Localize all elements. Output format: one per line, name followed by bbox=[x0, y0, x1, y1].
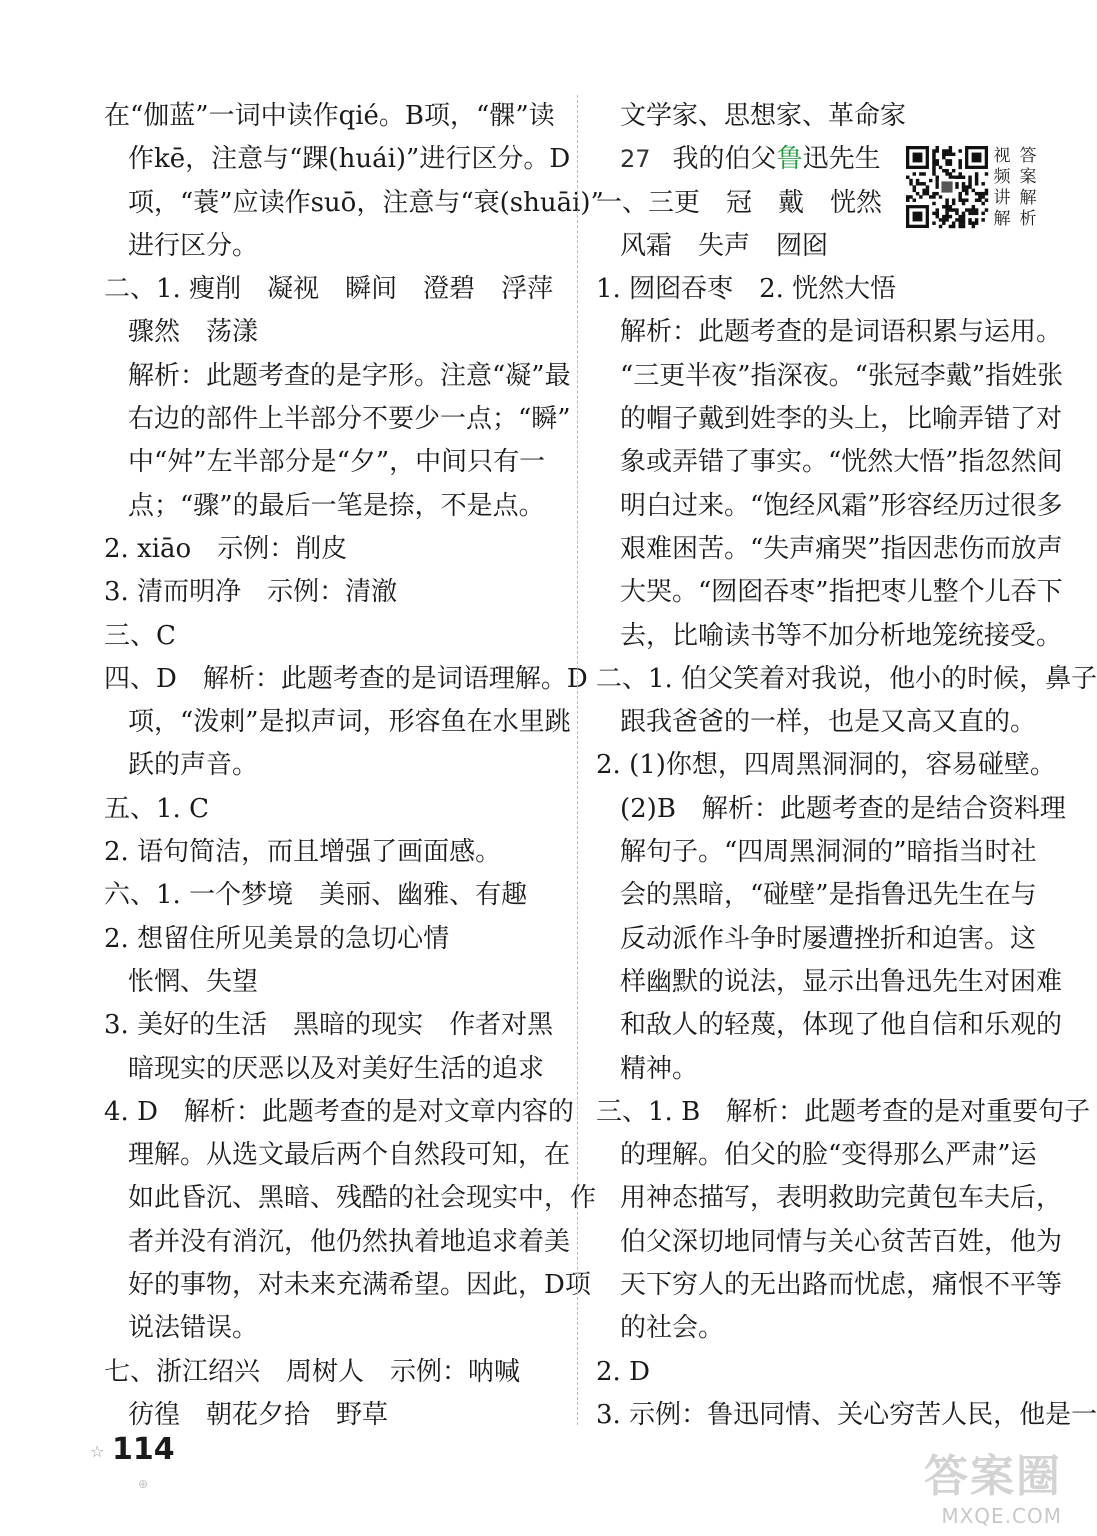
qr-module bbox=[952, 225, 955, 228]
qr-module bbox=[958, 225, 961, 228]
qr-caption-char: 解 bbox=[1019, 188, 1037, 208]
qr-module bbox=[913, 198, 916, 201]
qr-module bbox=[975, 172, 978, 175]
qr-module bbox=[942, 149, 945, 152]
right-line: 象或弄错了事实。“恍然大悟”指忽然间 bbox=[620, 447, 1063, 478]
qr-module bbox=[968, 176, 971, 179]
qr-module bbox=[932, 162, 935, 165]
qr-module bbox=[932, 212, 935, 215]
qr-module bbox=[906, 195, 909, 198]
right-first-line: 文学家、思想家、革命家 bbox=[620, 101, 907, 131]
qr-module bbox=[949, 215, 952, 218]
qr-module bbox=[945, 169, 948, 172]
qr-module bbox=[965, 185, 968, 188]
qr-module bbox=[926, 192, 929, 195]
qr-module bbox=[968, 212, 971, 215]
lesson-title-before: 我的伯父 bbox=[672, 144, 777, 175]
qr-module bbox=[981, 195, 984, 198]
right-line: 会的黑暗，“碰壁”是指鲁迅先生在与 bbox=[620, 880, 1037, 911]
qr-module bbox=[958, 176, 961, 179]
qr-module bbox=[975, 221, 978, 224]
qr-module bbox=[945, 218, 948, 221]
qr-module bbox=[945, 149, 948, 152]
qr-module bbox=[962, 176, 965, 179]
qr-module bbox=[958, 172, 961, 175]
qr-module bbox=[913, 185, 916, 188]
qr-module bbox=[975, 198, 978, 201]
qr-module bbox=[939, 195, 942, 198]
qr-module bbox=[958, 221, 961, 224]
qr-module bbox=[975, 179, 978, 182]
qr-module bbox=[952, 202, 955, 205]
left-line: 作kē，注意与“踝(huái)”进行区分。D bbox=[128, 144, 571, 175]
qr-module bbox=[942, 215, 945, 218]
qr-module bbox=[942, 221, 945, 224]
qr-module bbox=[958, 195, 961, 198]
left-line: 在“伽蓝”一词中读作qié。B项，“髁”读 bbox=[104, 101, 555, 131]
qr-module bbox=[929, 179, 932, 182]
qr-module bbox=[942, 156, 945, 159]
qr-module bbox=[919, 172, 922, 175]
right-line: 解句子。“四周黑洞洞的”暗指当时社 bbox=[620, 837, 1037, 868]
qr-module bbox=[958, 166, 961, 169]
qr-finder bbox=[913, 212, 923, 222]
qr-code-icon[interactable] bbox=[906, 146, 988, 228]
qr-module bbox=[929, 195, 932, 198]
qr-module bbox=[936, 192, 939, 195]
qr-module bbox=[955, 185, 958, 188]
qr-module bbox=[932, 153, 935, 156]
qr-module bbox=[978, 198, 981, 201]
qr-module bbox=[975, 182, 978, 185]
qr-module bbox=[962, 215, 965, 218]
qr-module bbox=[955, 208, 958, 211]
left-line: 者并没有消沉，他仍然执着地追求着美 bbox=[128, 1226, 571, 1257]
qr-module bbox=[945, 208, 948, 211]
right-line: 一、三更 冠 戴 恍然 bbox=[596, 187, 883, 218]
qr-module bbox=[958, 218, 961, 221]
qr-module bbox=[952, 176, 955, 179]
right-line: 风霜 失声 囫囵 bbox=[620, 230, 829, 261]
qr-module bbox=[942, 218, 945, 221]
right-line: 反动派作斗争时屡遭挫折和迫害。这 bbox=[620, 923, 1037, 954]
qr-module bbox=[932, 202, 935, 205]
qr-module bbox=[958, 149, 961, 152]
qr-module bbox=[916, 182, 919, 185]
qr-module bbox=[981, 192, 984, 195]
qr-module bbox=[945, 153, 948, 156]
qr-module bbox=[962, 225, 965, 228]
qr-module bbox=[919, 182, 922, 185]
right-line: 明白过来。“饱经风霜”形容经历过很多 bbox=[620, 490, 1063, 521]
left-line: 中“舛”左半部分是“夕”，中间只有一 bbox=[128, 447, 546, 478]
right-line: 精神。 bbox=[620, 1053, 699, 1084]
qr-caption-char: 案 bbox=[1019, 167, 1037, 187]
qr-module bbox=[965, 189, 968, 192]
qr-module bbox=[968, 185, 971, 188]
left-line: 4. D 解析：此题考查的是对文章内容的 bbox=[104, 1096, 574, 1127]
qr-module bbox=[932, 159, 935, 162]
qr-module bbox=[975, 208, 978, 211]
qr-module bbox=[958, 159, 961, 162]
qr-caption-char: 讲 bbox=[993, 188, 1011, 208]
qr-module bbox=[962, 212, 965, 215]
qr-module bbox=[958, 162, 961, 165]
left-line: 项，“泼刺”是拟声词，形容鱼在水里跳 bbox=[128, 707, 571, 738]
qr-module bbox=[981, 202, 984, 205]
qr-module bbox=[972, 212, 975, 215]
registration-mark-icon: ⊕ bbox=[138, 1477, 149, 1491]
qr-module bbox=[909, 182, 912, 185]
qr-module bbox=[942, 205, 945, 208]
qr-module bbox=[962, 198, 965, 201]
right-line: 的社会。 bbox=[620, 1313, 725, 1344]
qr-module bbox=[968, 221, 971, 224]
qr-module bbox=[919, 195, 922, 198]
qr-module bbox=[949, 208, 952, 211]
left-line: 三、C bbox=[104, 620, 176, 651]
qr-module bbox=[926, 185, 929, 188]
qr-module bbox=[962, 221, 965, 224]
left-line: 彷徨 朝花夕拾 野草 bbox=[128, 1399, 389, 1430]
qr-module bbox=[932, 221, 935, 224]
qr-module bbox=[932, 149, 935, 152]
qr-module bbox=[936, 159, 939, 162]
qr-module bbox=[939, 225, 942, 228]
qr-module bbox=[949, 146, 952, 149]
qr-module bbox=[945, 215, 948, 218]
left-line: 解析：此题考查的是字形。注意“凝”最 bbox=[128, 360, 571, 391]
left-line: 2. xiāo 示例：削皮 bbox=[104, 533, 348, 564]
qr-module bbox=[968, 218, 971, 221]
qr-module bbox=[932, 195, 935, 198]
qr-module bbox=[906, 198, 909, 201]
qr-module bbox=[981, 182, 984, 185]
qr-module bbox=[949, 205, 952, 208]
qr-module bbox=[972, 189, 975, 192]
left-line: 3. 美好的生活 黑暗的现实 作者对黑 bbox=[104, 1010, 554, 1041]
left-line: 好的事物，对未来充满希望。因此，D项 bbox=[128, 1270, 591, 1301]
qr-module bbox=[939, 218, 942, 221]
qr-module bbox=[972, 221, 975, 224]
left-line: 项，“蓑”应读作suō，注意与“衰(shuāi)” bbox=[128, 187, 604, 218]
qr-center-logo bbox=[941, 181, 952, 192]
qr-module bbox=[932, 172, 935, 175]
qr-module bbox=[975, 176, 978, 179]
qr-module bbox=[978, 195, 981, 198]
right-line: 和敌人的轻蔑，体现了他自信和乐观的 bbox=[620, 1010, 1063, 1041]
qr-module bbox=[952, 221, 955, 224]
left-line: 骤然 荡漾 bbox=[128, 317, 259, 348]
qr-module bbox=[936, 179, 939, 182]
qr-module bbox=[958, 215, 961, 218]
qr-module bbox=[975, 192, 978, 195]
qr-module bbox=[945, 172, 948, 175]
left-line: 六、1. 一个梦境 美丽、幽雅、有趣 bbox=[104, 880, 528, 911]
qr-module bbox=[949, 172, 952, 175]
qr-module bbox=[942, 169, 945, 172]
left-line: 右边的部件上半部分不要少一点；“瞬” bbox=[128, 404, 571, 435]
qr-module bbox=[942, 153, 945, 156]
right-line: 跟我爸爸的一样，也是又高又直的。 bbox=[620, 707, 1037, 738]
qr-module bbox=[945, 162, 948, 165]
qr-module bbox=[949, 162, 952, 165]
left-column bbox=[104, 95, 604, 1437]
qr-module bbox=[936, 149, 939, 152]
lesson-title-after: 迅先生 bbox=[802, 144, 881, 175]
qr-module bbox=[932, 169, 935, 172]
left-line: 二、1. 瘦削 凝视 瞬间 澄碧 浮萍 bbox=[104, 274, 554, 305]
qr-module bbox=[936, 176, 939, 179]
qr-module bbox=[922, 182, 925, 185]
qr-module bbox=[985, 198, 988, 201]
column-divider bbox=[577, 95, 578, 1425]
qr-module bbox=[932, 166, 935, 169]
watermark-logo bbox=[862, 1452, 1062, 1532]
qr-caption-char: 视 bbox=[993, 146, 1011, 166]
qr-module bbox=[965, 192, 968, 195]
right-line: 天下穷人的无出路而忧虑，痛恨不平等 bbox=[620, 1270, 1063, 1301]
qr-finder bbox=[972, 153, 982, 163]
left-line: 2. 想留住所见美景的急切心情 bbox=[104, 923, 450, 954]
right-line: 的帽子戴到姓李的头上，比喻弄错了对 bbox=[620, 404, 1063, 435]
qr-module bbox=[972, 225, 975, 228]
qr-module bbox=[939, 166, 942, 169]
qr-module bbox=[936, 208, 939, 211]
right-line: 样幽默的说法，显示出鲁迅先生对困难 bbox=[620, 966, 1063, 997]
right-answer-lines bbox=[596, 182, 1097, 1438]
lesson-number: 27 bbox=[620, 145, 651, 174]
left-line: 跃的声音。 bbox=[128, 750, 259, 781]
right-line: 三、1. B 解析：此题考查的是对重要句子 bbox=[596, 1096, 1091, 1127]
qr-module bbox=[916, 192, 919, 195]
right-line: 去，比喻读书等不加分析地笼统接受。 bbox=[620, 620, 1063, 651]
qr-module bbox=[949, 149, 952, 152]
qr-module bbox=[965, 198, 968, 201]
left-line: 怅惘、失望 bbox=[128, 966, 259, 997]
qr-module bbox=[962, 182, 965, 185]
left-line: 点；“骤”的最后一笔是捺，不是点。 bbox=[128, 490, 545, 521]
left-line: 暗现实的厌恶以及对美好生活的追求 bbox=[128, 1053, 545, 1084]
left-line: 四、D 解析：此题考查的是词语理解。D bbox=[104, 663, 588, 694]
qr-module bbox=[952, 169, 955, 172]
qr-module bbox=[972, 205, 975, 208]
left-line: 3. 清而明净 示例：清澈 bbox=[104, 577, 398, 608]
qr-module bbox=[945, 205, 948, 208]
qr-module bbox=[949, 153, 952, 156]
qr-module bbox=[968, 179, 971, 182]
watermark-top-text: 答案圈 bbox=[924, 1451, 1062, 1502]
qr-module bbox=[936, 185, 939, 188]
right-line: (2)B 解析：此题考查的是结合资料理 bbox=[620, 793, 1066, 824]
right-line: “三更半夜”指深夜。“张冠李戴”指姓张 bbox=[620, 360, 1064, 391]
right-line: 的理解。伯父的脸“变得那么严肃”运 bbox=[620, 1140, 1037, 1171]
qr-module bbox=[968, 182, 971, 185]
qr-module bbox=[932, 192, 935, 195]
page-number: 114 bbox=[112, 1432, 175, 1467]
qr-module bbox=[978, 192, 981, 195]
qr-module bbox=[945, 159, 948, 162]
qr-caption bbox=[992, 146, 1046, 230]
right-line: 1. 囫囵吞枣 2. 恍然大悟 bbox=[596, 274, 897, 305]
qr-module bbox=[922, 189, 925, 192]
qr-module bbox=[936, 182, 939, 185]
left-line: 如此昏沉、黑暗、残酷的社会现实中，作 bbox=[128, 1183, 597, 1214]
right-line: 用神态描写，表明救助完黄包车夫后， bbox=[620, 1183, 1063, 1214]
qr-module bbox=[968, 208, 971, 211]
qr-module bbox=[985, 172, 988, 175]
qr-module bbox=[962, 202, 965, 205]
qr-module bbox=[916, 179, 919, 182]
star-icon: ☆ bbox=[90, 1442, 105, 1461]
qr-module bbox=[975, 218, 978, 221]
right-line: 伯父深切地同情与关心贫苦百姓，他为 bbox=[620, 1226, 1063, 1257]
qr-module bbox=[949, 159, 952, 162]
qr-module bbox=[936, 162, 939, 165]
qr-module bbox=[962, 185, 965, 188]
left-line: 七、浙江绍兴 周树人 示例：呐喊 bbox=[104, 1356, 521, 1387]
right-line: 2. D bbox=[596, 1356, 650, 1387]
right-line: 3. 示例：鲁迅同情、关心穷苦人民，他是一 bbox=[596, 1399, 1097, 1430]
qr-module bbox=[936, 146, 939, 149]
qr-module bbox=[906, 176, 909, 179]
qr-module bbox=[955, 182, 958, 185]
left-line: 五、1. C bbox=[104, 793, 209, 824]
qr-module bbox=[965, 208, 968, 211]
qr-module bbox=[949, 225, 952, 228]
right-line: 大哭。“囫囵吞枣”指把枣儿整个儿吞下 bbox=[620, 577, 1063, 608]
qr-module bbox=[913, 172, 916, 175]
qr-module bbox=[949, 176, 952, 179]
qr-module bbox=[972, 208, 975, 211]
qr-module bbox=[985, 192, 988, 195]
qr-module bbox=[975, 212, 978, 215]
qr-video-block[interactable] bbox=[906, 146, 1046, 230]
qr-module bbox=[981, 218, 984, 221]
qr-module bbox=[958, 192, 961, 195]
lesson-title-highlight: 鲁 bbox=[776, 144, 803, 175]
qr-module bbox=[909, 179, 912, 182]
qr-caption-char: 答 bbox=[1019, 146, 1037, 166]
qr-module bbox=[932, 156, 935, 159]
right-line: 解析：此题考查的是词语积累与运用。 bbox=[620, 317, 1063, 348]
qr-module bbox=[909, 195, 912, 198]
right-line: 艰难困苦。“失声痛哭”指因悲伤而放声 bbox=[620, 533, 1063, 564]
qr-module bbox=[962, 218, 965, 221]
qr-caption-char: 频 bbox=[993, 167, 1011, 187]
right-line: 二、1. 伯父笑着对我说，他小的时候，鼻子 bbox=[596, 663, 1097, 694]
qr-module bbox=[952, 198, 955, 201]
qr-module bbox=[936, 215, 939, 218]
qr-module bbox=[985, 189, 988, 192]
qr-module bbox=[952, 208, 955, 211]
qr-caption-char: 解 bbox=[993, 209, 1011, 229]
qr-module bbox=[952, 153, 955, 156]
qr-module bbox=[913, 189, 916, 192]
qr-caption-char: 析 bbox=[1019, 209, 1037, 229]
qr-module bbox=[926, 189, 929, 192]
qr-module bbox=[955, 176, 958, 179]
qr-module bbox=[958, 198, 961, 201]
qr-module bbox=[922, 192, 925, 195]
left-line: 理解。从选文最后两个自然段可知，在 bbox=[128, 1140, 571, 1171]
qr-module bbox=[922, 172, 925, 175]
left-line: 进行区分。 bbox=[128, 230, 259, 261]
qr-module bbox=[945, 212, 948, 215]
qr-module bbox=[945, 202, 948, 205]
right-column bbox=[596, 95, 1097, 1437]
qr-module bbox=[955, 212, 958, 215]
left-line: 说法错误。 bbox=[128, 1313, 259, 1344]
qr-module bbox=[936, 212, 939, 215]
qr-finder bbox=[913, 153, 923, 163]
qr-module bbox=[955, 218, 958, 221]
qr-module bbox=[962, 189, 965, 192]
qr-module bbox=[981, 212, 984, 215]
watermark-bottom-text: MXQE.COM bbox=[941, 1504, 1062, 1528]
qr-module bbox=[985, 208, 988, 211]
right-line: 2. (1)你想，四周黑洞洞的，容易碰壁。 bbox=[596, 750, 1056, 781]
qr-module bbox=[945, 198, 948, 201]
left-line: 2. 语句简洁，而且增强了画面感。 bbox=[104, 837, 502, 868]
